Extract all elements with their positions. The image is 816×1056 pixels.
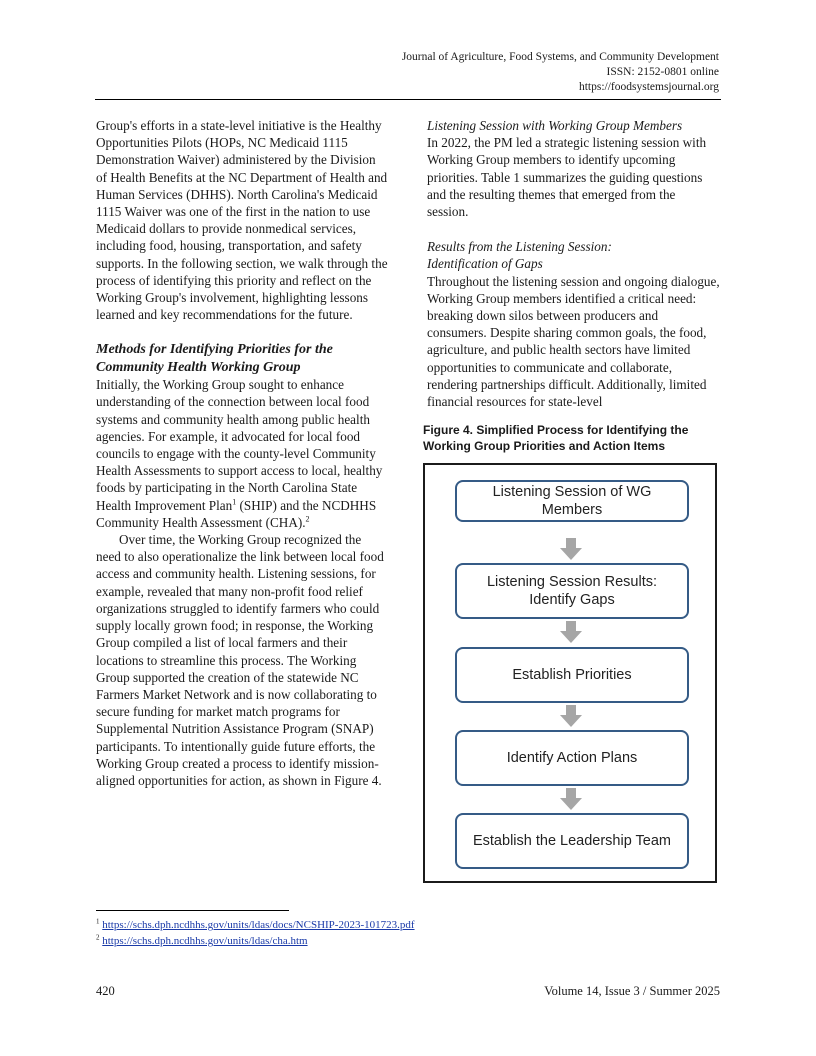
volume-info: Volume 14, Issue 3 / Summer 2025	[544, 984, 720, 998]
process-flowchart	[423, 463, 717, 883]
header-rule	[95, 99, 721, 100]
figure-caption: Figure 4. Simplified Process for Identifying the Working Group Priorities and Action Items	[423, 423, 689, 453]
footnote-ref-1[interactable]: 1	[232, 497, 237, 507]
left-column	[96, 117, 389, 789]
body-paragraph-1: Group's efforts in a state-level initiative is the Healthy Opportunities Pilots (HOPs, NC Medicaid 1115 Demonstration Waiver) administered by the Division of Health Benefits at the NC Department of Health and Human Services (DHHS). North Carolina's Medicaid 1115 Waiver was one of the first in the nation to use Medicaid dollars to provide nonmedical services, including food, housing, transportation, and safety supports. In the following section, we walk through the process of identifying this priority and reflect on the Working Group's involvement, highlighting lessons learned and key recommendations for the future.	[96, 118, 388, 323]
subsection-heading-2-line-1: Results from the Listening Session:	[427, 239, 612, 255]
right-column	[427, 117, 720, 410]
right-paragraph-1: In 2022, the PM led a strategic listening session with Working Group members to identify upcoming priorities. Table 1 summarizes the guiding questions and the resulting themes that emerged from the session.	[427, 135, 707, 220]
body-paragraph-3: Over time, the Working Group recognized the need to also operationalize the link between local food access and community health. Listening sessions, for example, revealed that many non-profit food relief organizations struggled to identify farmers who could supply locally grown food; in response, the Working Group compiled a list of local farmers and their locations to streamline this process. The Working Group supported the creation of the statewide NC Farmers Market Network and is now collaborating to secure funding for market match programs for Supplemental Nutrition Assistance Program (SNAP) participants. To intentionally guide future efforts, the Working Group created a process to identify mission-aligned opportunities for action, as shown in Figure 4.	[96, 532, 384, 788]
journal-url: https://foodsystemsjournal.org	[578, 81, 719, 93]
journal-issn: ISSN: 2152-0801 online	[606, 66, 719, 78]
flow-step-4: Identify Action Plans	[455, 730, 689, 786]
flow-step-2: Listening Session Results: Identify Gaps	[455, 563, 689, 619]
body-paragraph-2-text-a: Initially, the Working Group sought to enhance understanding of the connection between local food systems and community health among public health agencies. For example, it advocated for local food councils to engage with the county-level Community Health Assessments to support access to local, healthy foods by participating in the North Carolina State Health Improvement Plan	[96, 377, 383, 513]
right-paragraph-2: Throughout the listening session and ongoing dialogue, Working Group members identified a critical need: breaking down silos between producers and consumers. Despite sharing common goals, the food, agriculture, and public health sectors have limited opportunities to communicate and collaborate, rendering partnerships difficult. Additionally, limited financial resources for state-level	[427, 273, 720, 410]
footnote-ref-2[interactable]: 2	[305, 514, 310, 524]
journal-title: Journal of Agriculture, Food Systems, and Community Development	[401, 51, 719, 63]
footnote-rule	[96, 910, 289, 911]
body-paragraph-2-text-b: (SHIP) and the NCDHHS Community Health Assessment (CHA).	[96, 497, 377, 530]
section-heading: Methods for Identifying Priorities for the Community Health Working Group	[96, 342, 333, 375]
footnote-1: $^1$ https://schs.dph.ncdhhs.gov/units/ldas/docs/NCSHIP-2023-101723.pdf	[96, 917, 415, 931]
subsection-heading-1: Listening Session with Working Group Members	[427, 118, 683, 133]
page-number: 420	[96, 984, 115, 998]
footnote-link-1[interactable]: https://schs.dph.ncdhhs.gov/units/ldas/docs/NCSHIP-2023-101723.pdf	[102, 919, 415, 931]
down-arrow-icon	[560, 788, 582, 810]
footnote-link-2[interactable]: https://schs.dph.ncdhhs.gov/units/ldas/cha.htm	[102, 935, 308, 947]
flow-step-5: Establish the Leadership Team	[455, 813, 689, 869]
down-arrow-icon	[560, 538, 582, 560]
body-paragraph-2	[96, 376, 389, 531]
footnote-2: $^2$ https://schs.dph.ncdhhs.gov/units/ldas/cha.htm	[96, 933, 308, 947]
down-arrow-icon	[560, 705, 582, 727]
down-arrow-icon	[560, 621, 582, 643]
flow-step-1: Listening Session of WG Members	[455, 480, 689, 522]
journal-header	[402, 50, 719, 95]
footnotes	[96, 917, 415, 949]
subsection-heading-2-line-2: Identification of Gaps	[427, 256, 543, 272]
flow-step-3: Establish Priorities	[455, 647, 689, 703]
